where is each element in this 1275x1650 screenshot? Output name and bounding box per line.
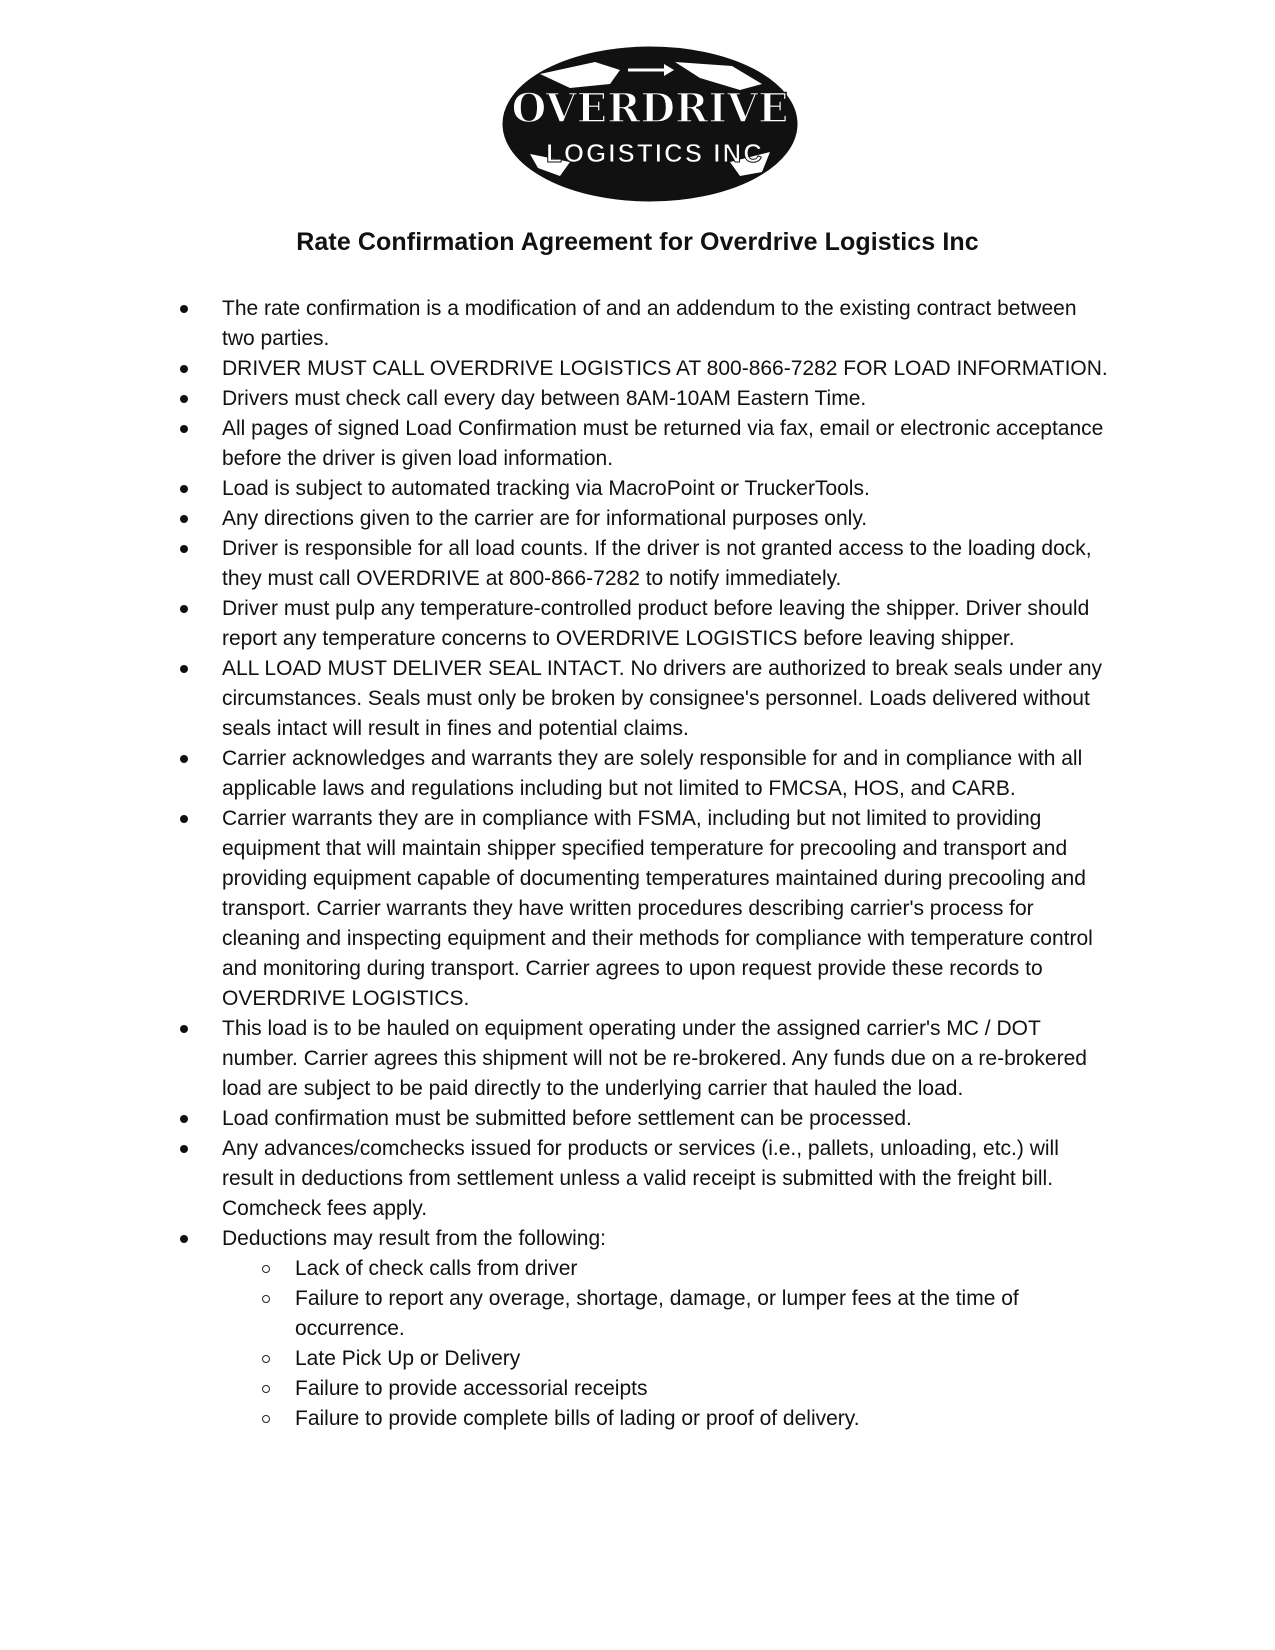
- bullet-icon: [180, 1025, 188, 1033]
- bullet-icon: [180, 605, 188, 613]
- hollow-bullet-icon: [262, 1355, 270, 1363]
- hollow-bullet-icon: [262, 1295, 270, 1303]
- term-text: Load is subject to automated tracking via MacroPoint or TruckerTools.: [222, 477, 870, 500]
- deduction-item: [180, 1284, 1110, 1344]
- deduction-text: Failure to provide accessorial receipts: [295, 1377, 648, 1400]
- term-item: [180, 1134, 1110, 1224]
- logo-main-text: OVERDRIVE: [511, 85, 789, 132]
- term-text: DRIVER MUST CALL OVERDRIVE LOGISTICS AT 800-866-7282 FOR LOAD INFORMATION.: [222, 357, 1108, 380]
- logo-sub-text: LOGISTICS INC: [545, 138, 765, 168]
- deduction-text: Failure to report any overage, shortage, damage, or lumper fees at the time of occurrence.: [295, 1287, 1019, 1340]
- bullet-icon: [180, 395, 188, 403]
- term-item: [180, 474, 1110, 504]
- term-item-deductions: [180, 1224, 1110, 1254]
- bullet-icon: [180, 1235, 188, 1243]
- term-text: Any directions given to the carrier are for informational purposes only.: [222, 507, 868, 530]
- term-text: ALL LOAD MUST DELIVER SEAL INTACT. No drivers are authorized to break seals under any circumstances. Seals must only be broken by consignee's personnel. Loads delivered without seals intact will result in fines and potential claims.: [222, 657, 1103, 740]
- deductions-list: [180, 1254, 1110, 1434]
- deduction-item: [180, 1404, 1110, 1434]
- term-item: [180, 504, 1110, 534]
- term-text: Any advances/comchecks issued for products or services (i.e., pallets, unloading, etc.) will result in deductions from settlement unless a valid receipt is submitted with the freight bill. Comcheck fees apply.: [222, 1137, 1059, 1220]
- deduction-text: Late Pick Up or Delivery: [295, 1347, 521, 1370]
- term-item: [180, 354, 1110, 384]
- bullet-icon: [180, 305, 188, 313]
- term-text: Deductions may result from the following:: [222, 1227, 606, 1250]
- bullet-icon: [180, 515, 188, 523]
- bullet-icon: [180, 665, 188, 673]
- term-text: Driver is responsible for all load counts. If the driver is not granted access to the loading dock, they must call OVERDRIVE at 800-866-7282 to notify immediately.: [222, 537, 1092, 590]
- term-item: [180, 744, 1110, 804]
- logo-graphic: [500, 44, 800, 204]
- term-text: This load is to be hauled on equipment operating under the assigned carrier's MC / DOT number. Carrier agrees this shipment will not be re-brokered. Any funds due on a re-brokered load are subject to be paid directly to the underlying carrier that hauled the load.: [222, 1017, 1087, 1100]
- term-item: [180, 804, 1110, 1014]
- bullet-icon: [180, 485, 188, 493]
- hollow-bullet-icon: [262, 1265, 270, 1273]
- term-text: Carrier warrants they are in compliance with FSMA, including but not limited to providing equipment that will maintain shipper specified temperature for precooling and transport and providing equipment capable of documenting temperatures maintained during precooling and transport. Carrier warrants they have written procedures describing carrier's process for cleaning and inspecting equipment and their methods for compliance with temperature control and monitoring during transport. Carrier agrees to upon request provide these records to OVERDRIVE LOGISTICS.: [222, 807, 1093, 1010]
- term-text: Drivers must check call every day between 8AM-10AM Eastern Time.: [222, 387, 867, 410]
- bullet-icon: [180, 545, 188, 553]
- deduction-item: [180, 1254, 1110, 1284]
- term-item: [180, 1014, 1110, 1104]
- bullet-icon: [180, 1145, 188, 1153]
- term-text: Driver must pulp any temperature-controlled product before leaving the shipper. Driver should report any temperature concerns to OVERDRIVE LOGISTICS before leaving shipper.: [222, 597, 1090, 650]
- bullet-icon: [180, 755, 188, 763]
- term-text: Load confirmation must be submitted before settlement can be processed.: [222, 1107, 912, 1130]
- bullet-icon: [180, 365, 188, 373]
- bullet-icon: [180, 1115, 188, 1123]
- bullet-icon: [180, 425, 188, 433]
- term-text: All pages of signed Load Confirmation must be returned via fax, email or electronic acceptance before the driver is given load information.: [222, 417, 1104, 470]
- overdrive-logistics-logo: [500, 44, 800, 204]
- terms-list: [180, 294, 1110, 1434]
- term-text: Carrier acknowledges and warrants they are solely responsible for and in compliance with all applicable laws and regulations including but not limited to FMCSA, HOS, and CARB.: [222, 747, 1083, 800]
- bullet-icon: [180, 815, 188, 823]
- hollow-bullet-icon: [262, 1415, 270, 1423]
- deduction-text: Lack of check calls from driver: [295, 1257, 578, 1280]
- document-title: Rate Confirmation Agreement for Overdrive Logistics Inc: [296, 228, 979, 256]
- term-item: [180, 414, 1110, 474]
- term-item: [180, 294, 1110, 354]
- term-item: [180, 654, 1110, 744]
- deduction-item: [180, 1374, 1110, 1404]
- term-text: The rate confirmation is a modification of and an addendum to the existing contract between two parties.: [222, 297, 1077, 350]
- hollow-bullet-icon: [262, 1385, 270, 1393]
- deduction-item: [180, 1344, 1110, 1374]
- term-item: [180, 534, 1110, 594]
- term-item: [180, 1104, 1110, 1134]
- deduction-text: Failure to provide complete bills of lading or proof of delivery.: [295, 1407, 860, 1430]
- term-item: [180, 384, 1110, 414]
- term-item: [180, 594, 1110, 654]
